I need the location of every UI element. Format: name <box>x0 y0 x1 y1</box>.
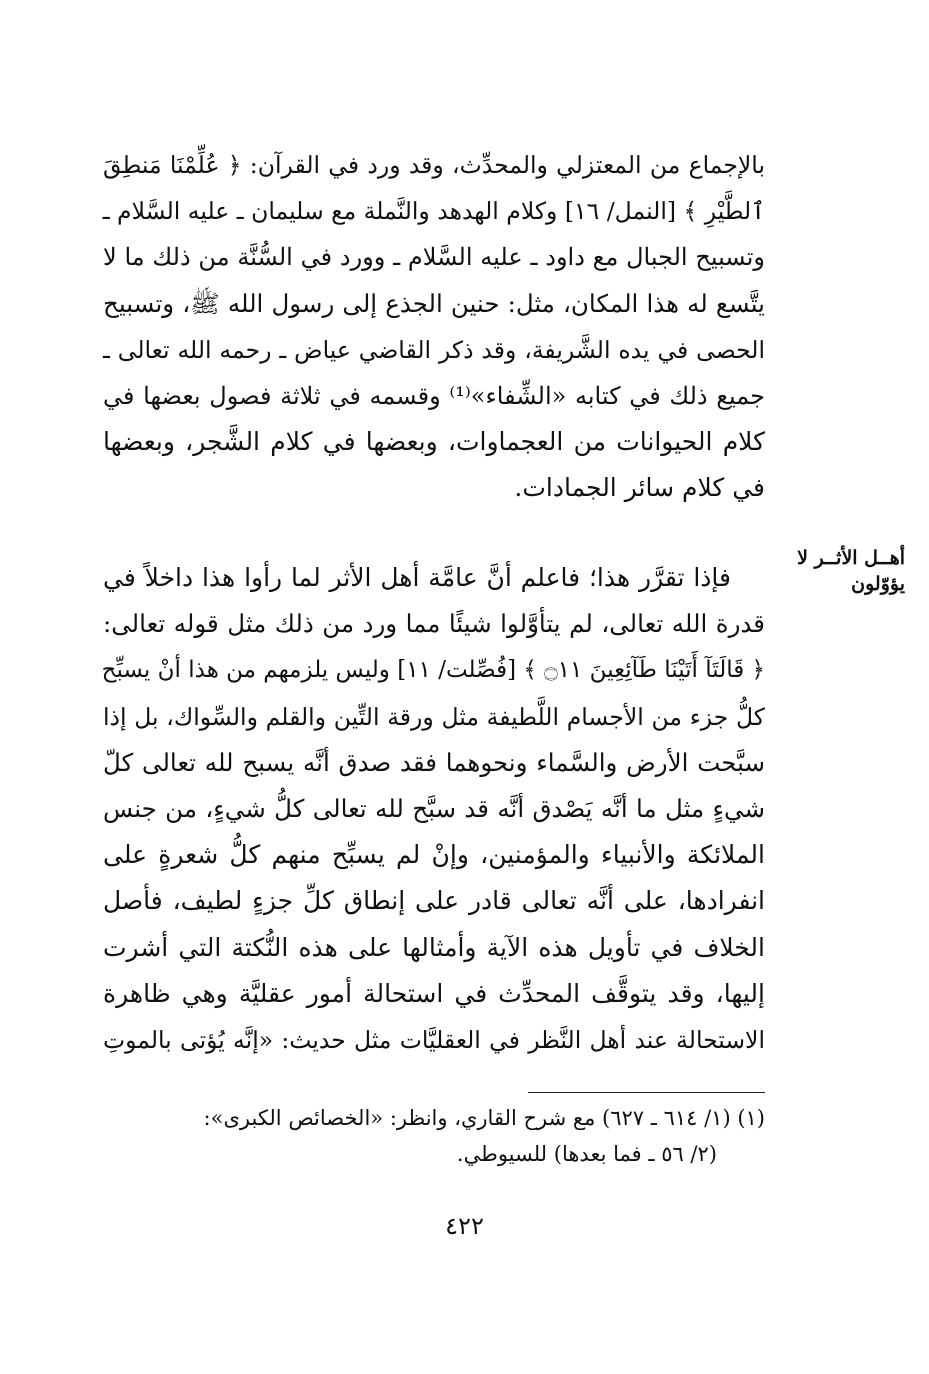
text-line: بالإجماع من المعتزلي والمحدِّث، وقد ورد في القرآن: ﴿ عُلِّمْنَا مَنطِقَ <box>103 151 765 179</box>
text-line: كلام الحيوانات من العجماوات، وبعضها في كلام الشَّجر، وبعضها <box>103 427 765 457</box>
text-line: سبَّحت الأرض والسَّماء ونحوهما فقد صدق أنَّه يسبح لله تعالى كلّ <box>103 747 765 777</box>
text-line: شيءٍ مثل ما أنَّه يَصْدق أنَّه قد سبَّح لله تعالى كلُّ شيءٍ، من جنس <box>103 794 765 824</box>
text-line: إليها، وقد يتوقَّف المحدِّث في استحالة أمور عقليَّة وهي ظاهرة <box>103 978 765 1008</box>
text-line: يتَّسع له هذا المكان، مثل: حنين الجذع إلى رسول الله ﷺ، وتسبيح <box>103 288 765 318</box>
text-line: في كلام سائر الجمادات. <box>514 473 765 503</box>
text-line: ٱلطَّيْرِ ﴾ [النمل/ ١٦] وكلام الهدهد والنَّملة مع سليمان ـ عليه السَّلام ـ <box>102 197 765 226</box>
text-line: الاستحالة عند أهل النَّظر في العقليَّات مثل حديث: «إنَّه يُؤتى بالموتِ <box>103 1026 765 1055</box>
paragraph-1 <box>103 142 765 512</box>
text-line: الحصى في يده الشَّريفة، وقد ذكر القاضي عياض ـ رحمه الله تعالى ـ <box>103 335 765 364</box>
footnote <box>103 1100 765 1172</box>
text-line: انفرادها، على أنَّه تعالى قادر على إنطاق كلِّ جزءٍ لطيف، فأصل <box>103 886 765 916</box>
footnote-divider <box>528 1092 765 1093</box>
text-line: وتسبيح الجبال مع داود ـ عليه السَّلام ـ وورد في السُّنَّة من ذلك ما لا <box>103 243 765 272</box>
page-number: ٤٢٢ <box>445 1212 484 1240</box>
text-line: كلُّ جزء من الأجسام اللَّطيفة مثل ورقة التِّين والقلم والسِّواك، بل إذا <box>103 702 765 731</box>
text-line: فإذا تقرَّر هذا؛ فاعلم أنَّ عامَّة أهل الأثر لما رأوا هذا داخلاً في <box>103 563 731 592</box>
margin-heading: أهــل الأثــر لا يؤوّلون <box>797 547 905 595</box>
footnote-line: (٢/ ٥٦ ـ فما بعدها) للسيوطي. <box>456 1142 717 1166</box>
footnote-line: (١) (١/ ٦١٤ ـ ٦٢٧) مع شرح القاري، وانظر: «الخصائص الكبرى»: <box>203 1106 765 1130</box>
text-line: ﴿ قَالَتَآ أَتَيْنَا طَآئِعِينَ ۝١١ ﴾ [فُصِّلت/ ١١] وليس يلزمهم من هذا أنْ يسبِّح <box>101 657 765 684</box>
text-line: قدرة الله تعالى، لم يتأوَّلوا شيئًا مما ورد من ذلك مثل قوله تعالى: <box>103 609 765 639</box>
text-line: جميع ذلك في كتابه «الشِّفاء»⁽¹⁾ وقسمه في ثلاثة فصول بعضها في <box>103 382 765 411</box>
text-line: الخلاف في تأويل هذه الآية وأمثالها على هذه النُّكتة التي أشرت <box>103 932 765 962</box>
paragraph-2 <box>103 555 765 1063</box>
text-line: الملائكة والأنبياء والمؤمنين، وإنْ لم يسبِّح منهم كلُّ شعرةٍ على <box>103 840 765 870</box>
